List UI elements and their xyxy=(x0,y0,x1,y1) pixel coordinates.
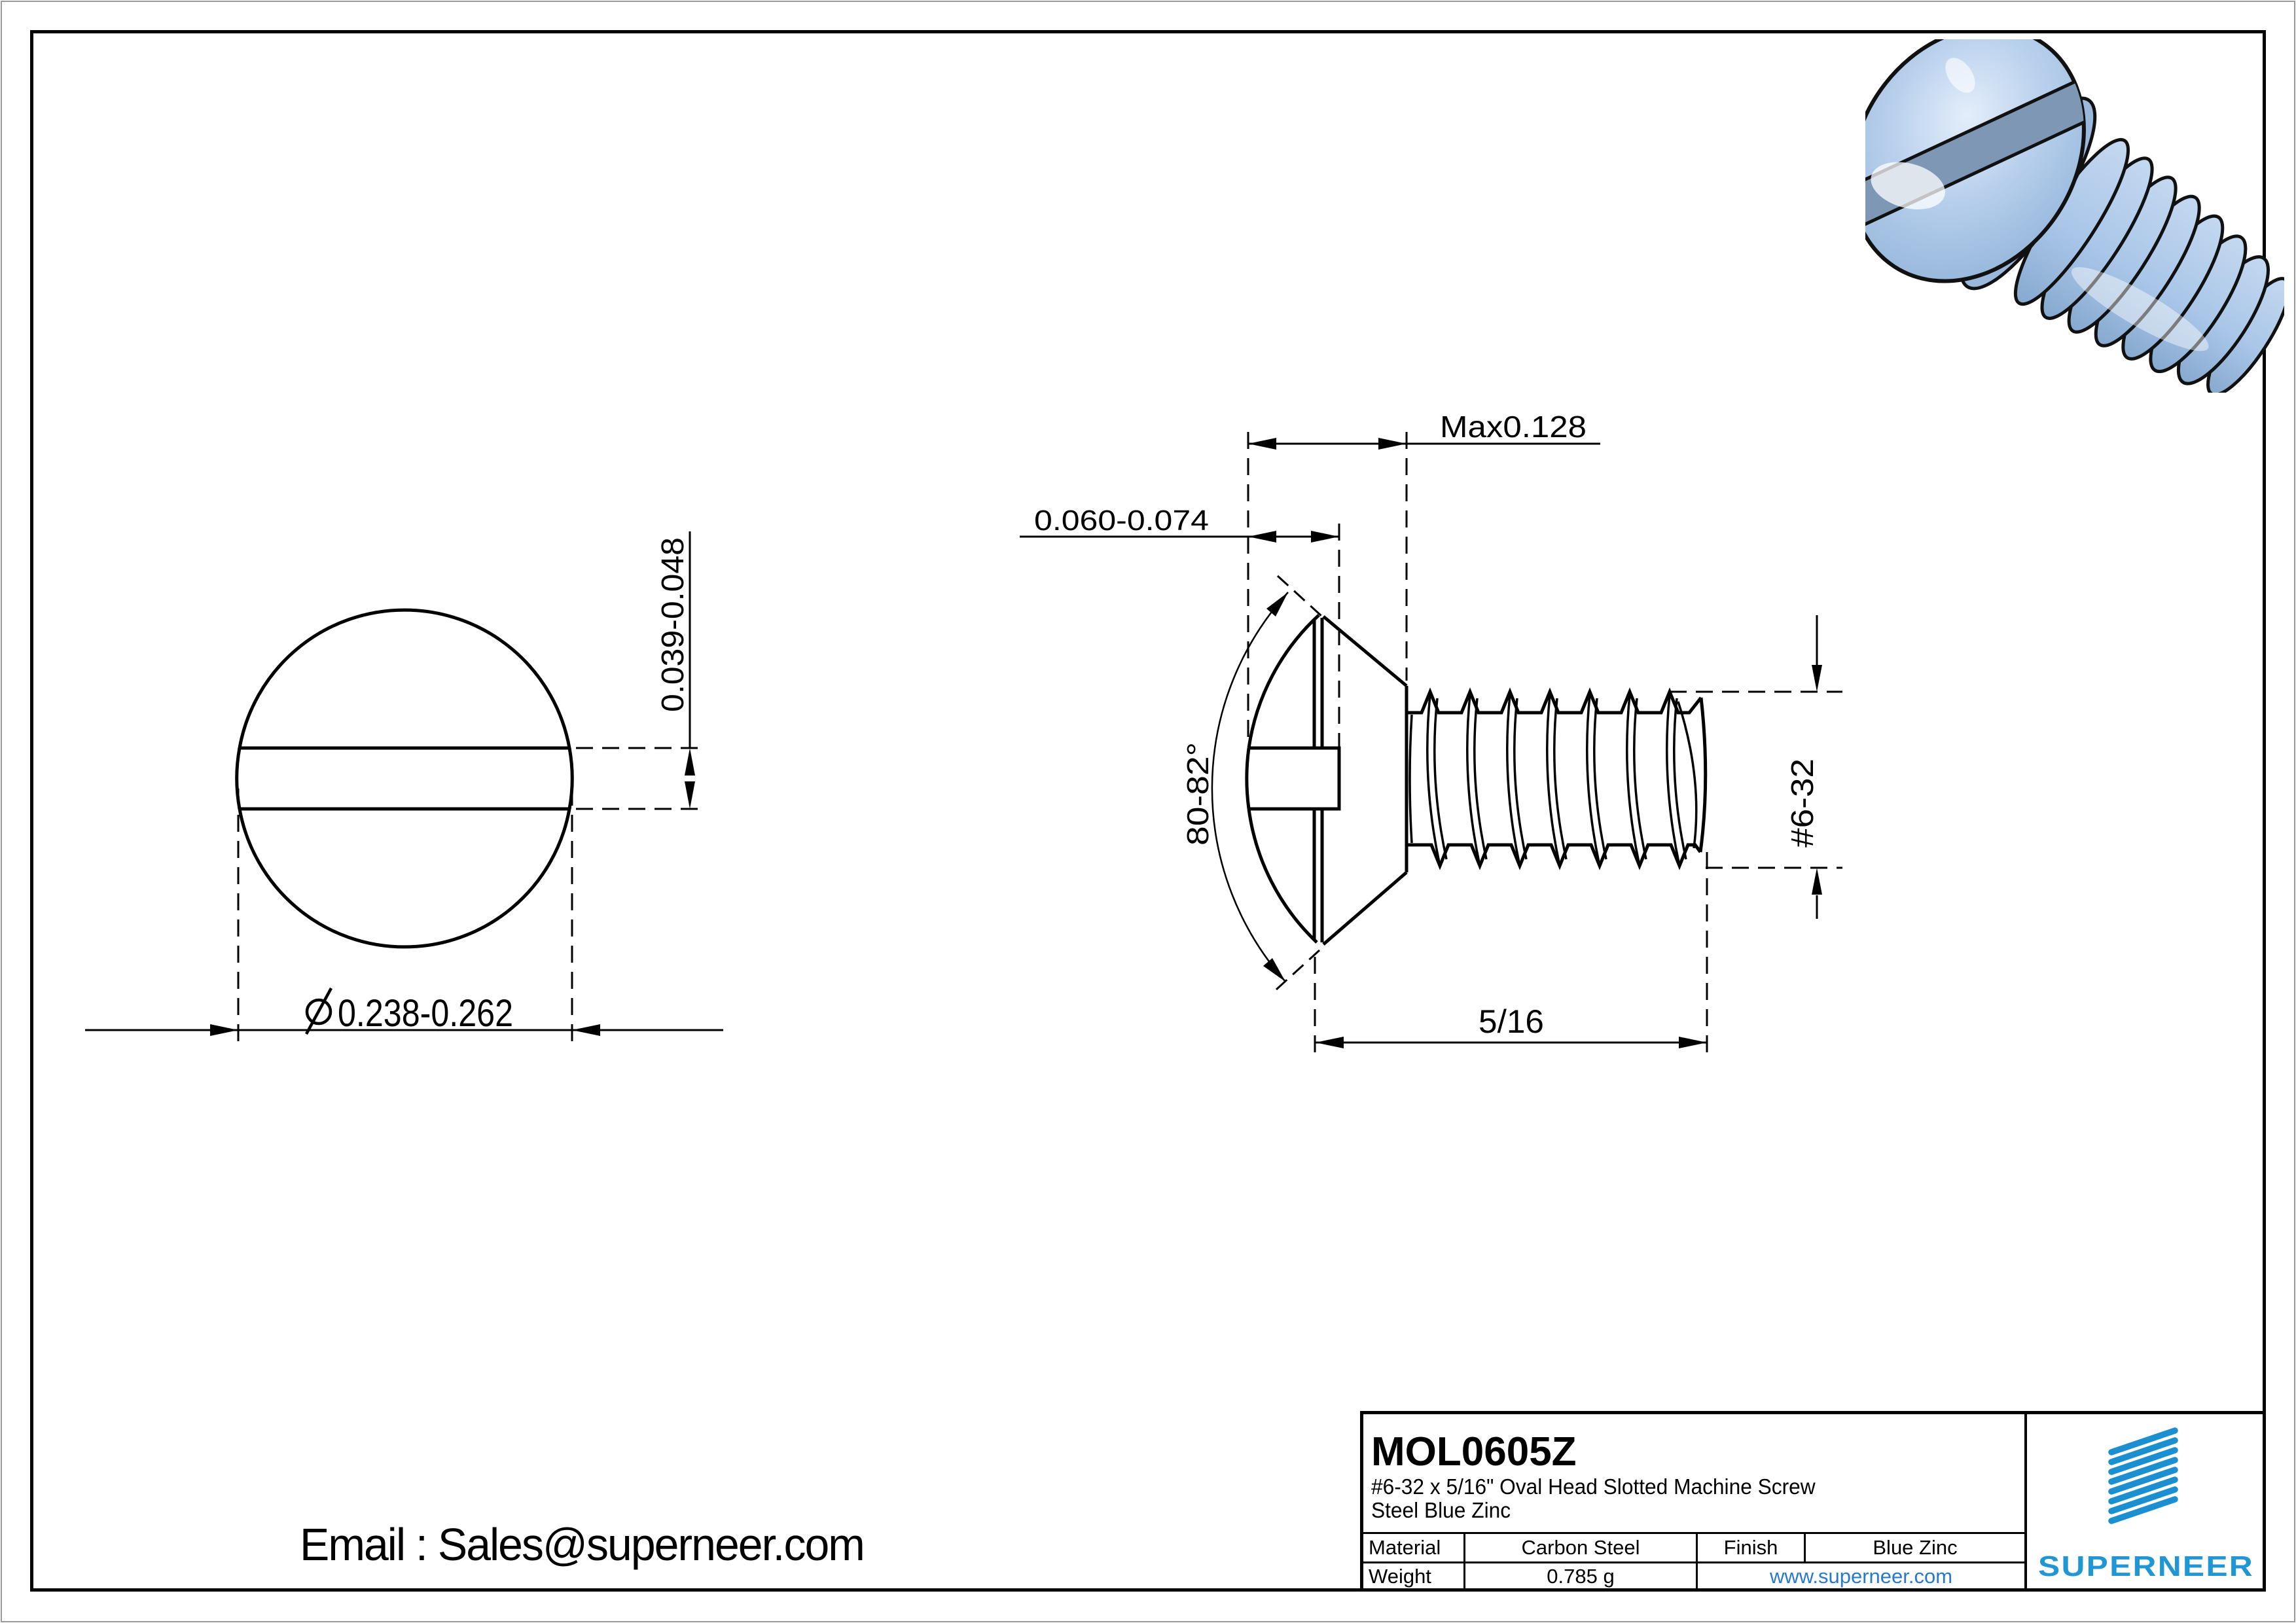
side-view xyxy=(1020,410,1842,1053)
superneer-logo-stripes xyxy=(2111,1431,2175,1521)
contact-email: Email : Sales@superneer.com xyxy=(300,1519,864,1570)
top-view-outline xyxy=(237,610,573,947)
dim-head-angle-label: 80-82° xyxy=(1181,756,1215,846)
screw-3d-render xyxy=(1865,39,2284,393)
superneer-logo-text: SUPERNEER xyxy=(2038,1550,2254,1582)
part-number: MOL0605Z xyxy=(1371,1429,1577,1474)
dim-thread-size-label: #6-32 xyxy=(1785,767,1820,847)
side-view-thread-helix xyxy=(1410,695,1696,863)
material-value: Carbon Steel xyxy=(1463,1532,1696,1561)
top-view xyxy=(85,531,723,1047)
dim-screw-length-label: 5/16 xyxy=(1479,1003,1544,1040)
material-label: Material xyxy=(1363,1532,1463,1561)
dim-slot-depth-label: 0.060-0.074 xyxy=(1034,505,1209,537)
dim-slot-depth xyxy=(1020,524,1339,748)
website-link[interactable]: www.superneer.com xyxy=(1769,1564,1953,1588)
part-description-line2: Steel Blue Zinc xyxy=(1371,1498,1511,1522)
title-block xyxy=(1360,1411,2263,1589)
weight-label: Weight xyxy=(1363,1561,1463,1589)
dim-head-height-label: Max0.128 xyxy=(1440,410,1587,444)
dim-head-angle xyxy=(1212,576,1322,990)
part-description-line1: #6-32 x 5/16" Oval Head Slotted Machine Screw xyxy=(1371,1474,1816,1499)
diameter-symbol xyxy=(306,988,331,1034)
dim-slot-width-label: 0.039-0.048 xyxy=(656,544,691,712)
website-cell xyxy=(1696,1561,2024,1589)
finish-label: Finish xyxy=(1696,1532,1804,1561)
side-view-head-outline xyxy=(1247,615,1407,944)
finish-value: Blue Zinc xyxy=(1804,1532,2024,1561)
dim-head-diameter-label: 0.238-0.262 xyxy=(338,992,513,1035)
weight-value: 0.785 g xyxy=(1463,1561,1696,1589)
superneer-logo xyxy=(2024,1414,2266,1589)
